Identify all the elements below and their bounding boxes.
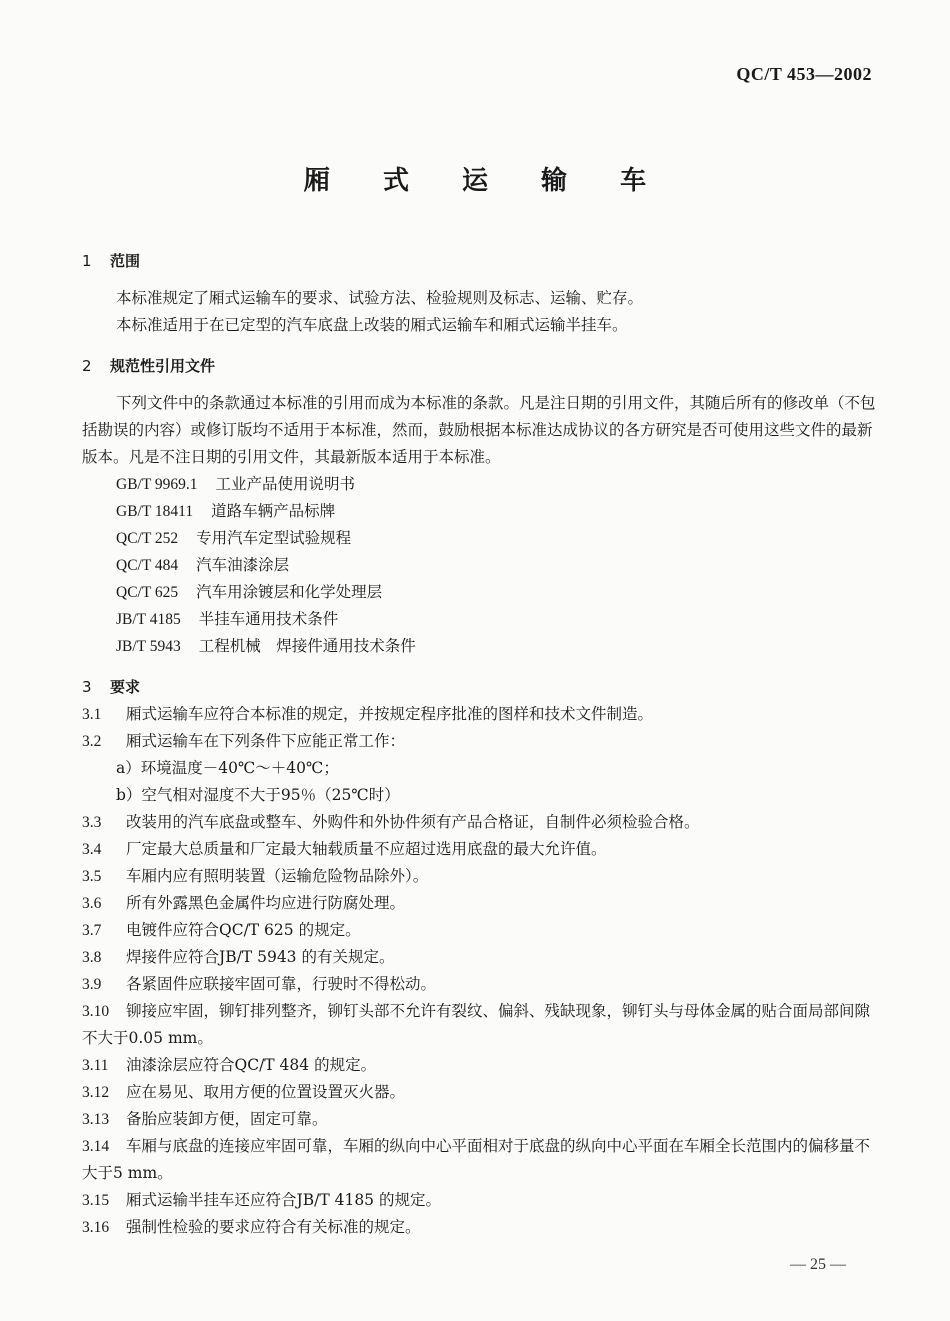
clause-3-1 xyxy=(82,701,882,728)
clause-number: 3.13 xyxy=(82,1111,110,1128)
reference-name: 半挂车通用技术条件 xyxy=(198,610,339,628)
reference-code: JB/T 4185 xyxy=(116,611,181,628)
clause-3-3 xyxy=(82,809,882,836)
clause-3-10 xyxy=(82,998,882,1052)
section-title: 规范性引用文件 xyxy=(110,357,216,375)
clause-number: 3.10 xyxy=(82,1003,110,1020)
document-title: 厢 式 运 输 车 xyxy=(303,166,669,196)
reference-code: QC/T 252 xyxy=(116,530,179,547)
clause-3-8 xyxy=(82,944,882,971)
section-title: 范围 xyxy=(110,252,141,270)
clause-number: 3.3 xyxy=(82,814,102,831)
reference-name: 道路车辆产品标牌 xyxy=(211,502,336,520)
clause-text: 油漆涂层应符合QC/T 484 的规定。 xyxy=(126,1056,377,1074)
section-number: 1 xyxy=(82,252,92,270)
clause-text: 应在易见、取用方便的位置设置灭火器。 xyxy=(126,1083,406,1101)
clause-number: 3.16 xyxy=(82,1219,110,1236)
clause-text: 车厢与底盘的连接应牢固可靠，车厢的纵向中心平面相对于底盘的纵向中心平面在车厢全长范围内的偏移量不大于5 mm。 xyxy=(82,1137,871,1182)
clause-3-11 xyxy=(82,1052,882,1079)
references-intro: 下列文件中的条款通过本标准的引用而成为本标准的条款。凡是注日期的引用文件，其随后所有的修改单（不包括勘误的内容）或修订版均不适用于本标准，然而，鼓励根据本标准达成协议的各方研究是否可使用这些文件的最新版本。凡是不注日期的引用文件，其最新版本适用于本标准。 xyxy=(82,394,876,466)
clause-text: 厢式运输车应符合本标准的规定，并按规定程序批准的图样和技术文件制造。 xyxy=(126,705,654,723)
clause-3-2-item-b: b）空气相对湿度不大于95％（25℃时） xyxy=(116,786,400,804)
section-heading-scope xyxy=(82,248,882,275)
reference-item xyxy=(116,633,882,660)
clause-number: 3.14 xyxy=(82,1138,110,1155)
clause-text: 铆接应牢固，铆钉排列整齐，铆钉头部不允许有裂纹、偏斜、残缺现象，铆钉头与母体金属的贴合面局部间隙不大于0.05 mm。 xyxy=(82,1002,871,1047)
clause-3-4 xyxy=(82,836,882,863)
clause-text: 厂定最大总质量和厂定最大轴载质量不应超过选用底盘的最大允许值。 xyxy=(126,840,607,858)
clause-text: 车厢内应有照明装置（运输危险物品除外）。 xyxy=(126,867,429,885)
clause-number: 3.2 xyxy=(82,733,102,750)
clause-text: 改装用的汽车底盘或整车、外购件和外协件须有产品合格证，自制件必须检验合格。 xyxy=(126,813,700,831)
page-number: — 25 — xyxy=(790,1256,846,1273)
reference-item xyxy=(116,606,882,633)
section-heading-requirements xyxy=(82,674,882,701)
scope-paragraph: 本标准规定了厢式运输车的要求、试验方法、检验规则及标志、运输、贮存。 xyxy=(116,289,644,307)
section-heading-references xyxy=(82,353,882,380)
section-number: 3 xyxy=(82,678,92,696)
clause-text: 电镀件应符合QC/T 625 的规定。 xyxy=(126,921,361,939)
clause-number: 3.7 xyxy=(82,922,102,939)
reference-name: 汽车油漆涂层 xyxy=(196,556,290,574)
clause-3-2-item-a: a）环境温度－40℃～＋40℃； xyxy=(116,759,339,777)
reference-code: GB/T 9969.1 xyxy=(116,476,198,493)
clause-3-12 xyxy=(82,1079,882,1106)
clause-text: 强制性检验的要求应符合有关标准的规定。 xyxy=(126,1218,421,1236)
document-body xyxy=(82,248,882,1241)
clause-3-2 xyxy=(82,728,882,755)
reference-name: 工业产品使用说明书 xyxy=(215,475,356,493)
clause-number: 3.4 xyxy=(82,841,102,858)
reference-item xyxy=(116,525,882,552)
clause-text: 备胎应装卸方便，固定可靠。 xyxy=(126,1110,328,1128)
reference-list xyxy=(82,471,882,660)
clause-number: 3.12 xyxy=(82,1084,110,1101)
clause-3-6 xyxy=(82,890,882,917)
clause-3-9 xyxy=(82,971,882,998)
clause-3-13 xyxy=(82,1106,882,1133)
reference-code: QC/T 625 xyxy=(116,584,179,601)
clause-text: 厢式运输半挂车还应符合JB/T 4185 的规定。 xyxy=(126,1191,441,1209)
reference-item xyxy=(116,498,882,525)
reference-item xyxy=(116,579,882,606)
clause-text: 各紧固件应联接牢固可靠，行驶时不得松动。 xyxy=(126,975,437,993)
section-title: 要求 xyxy=(110,678,141,696)
clause-number: 3.9 xyxy=(82,976,102,993)
clause-3-15 xyxy=(82,1187,882,1214)
scope-paragraph: 本标准适用于在已定型的汽车底盘上改装的厢式运输车和厢式运输半挂车。 xyxy=(116,316,628,334)
section-number: 2 xyxy=(82,357,92,375)
reference-name: 汽车用涂镀层和化学处理层 xyxy=(196,583,383,601)
clause-number: 3.6 xyxy=(82,895,102,912)
clause-3-5 xyxy=(82,863,882,890)
clause-text: 焊接件应符合JB/T 5943 的有关规定。 xyxy=(126,948,395,966)
reference-item xyxy=(116,552,882,579)
reference-item xyxy=(116,471,882,498)
clause-number: 3.15 xyxy=(82,1192,110,1209)
clause-text: 所有外露黑色金属件均应进行防腐处理。 xyxy=(126,894,406,912)
standard-code: QC/T 453—2002 xyxy=(736,64,872,84)
clause-number: 3.11 xyxy=(82,1057,109,1074)
reference-code: GB/T 18411 xyxy=(116,503,194,520)
clause-3-7 xyxy=(82,917,882,944)
clause-3-16 xyxy=(82,1214,882,1241)
reference-name: 工程机械 焊接件通用技术条件 xyxy=(198,637,416,655)
clause-number: 3.1 xyxy=(82,706,102,723)
clause-text: 厢式运输车在下列条件下应能正常工作： xyxy=(126,732,406,750)
clause-number: 3.5 xyxy=(82,868,102,885)
reference-code: JB/T 5943 xyxy=(116,638,181,655)
clause-number: 3.8 xyxy=(82,949,102,966)
reference-code: QC/T 484 xyxy=(116,557,179,574)
clause-3-14 xyxy=(82,1133,882,1187)
reference-name: 专用汽车定型试验规程 xyxy=(196,529,352,547)
